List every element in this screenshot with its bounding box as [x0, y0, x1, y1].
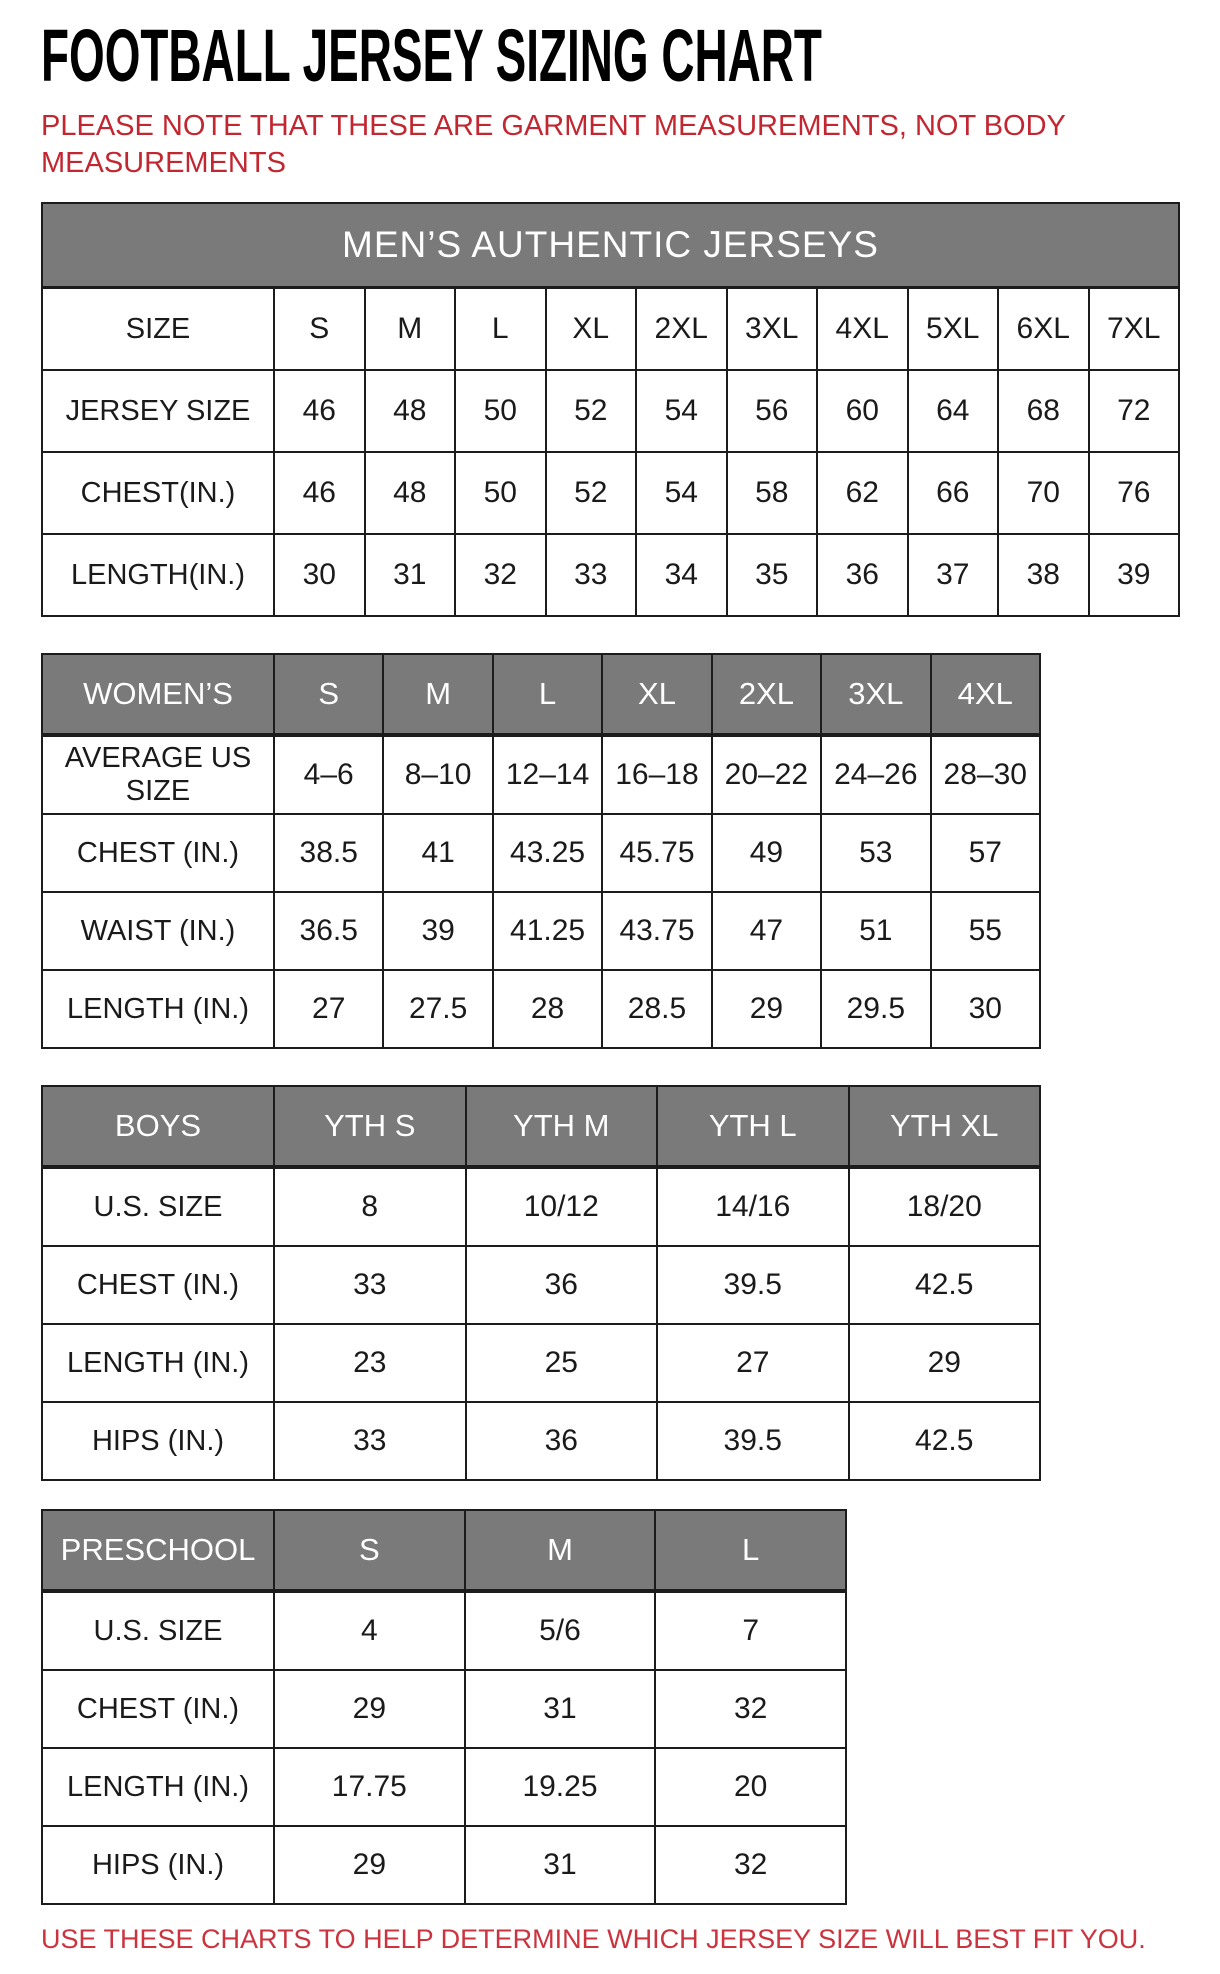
value-cell: 35 [727, 534, 818, 616]
column-header: XL [602, 654, 711, 735]
value-cell: 39.5 [657, 1402, 849, 1480]
value-cell: 72 [1089, 370, 1180, 452]
value-cell: 20 [655, 1748, 846, 1826]
value-cell: 64 [908, 370, 999, 452]
value-cell: 36.5 [274, 892, 383, 970]
value-cell: 41.25 [493, 892, 602, 970]
row-label: LENGTH(IN.) [42, 534, 274, 616]
value-cell: 47 [712, 892, 821, 970]
value-cell: 66 [908, 452, 999, 534]
page-title-text: FOOTBALL JERSEY SIZING CHART [41, 14, 822, 97]
value-cell: 14/16 [657, 1167, 849, 1246]
column-header: YTH S [274, 1086, 466, 1167]
value-cell: 38.5 [274, 814, 383, 892]
value-cell: 25 [466, 1324, 658, 1402]
row-label: AVERAGE US SIZE [42, 735, 274, 814]
value-cell: 48 [365, 370, 456, 452]
value-cell: 50 [455, 370, 546, 452]
column-header: S [274, 1510, 465, 1591]
row-label: U.S. SIZE [42, 1167, 274, 1246]
boys-table-title: BOYS [42, 1086, 274, 1167]
mens-table-header-row [42, 203, 1179, 288]
table-row [42, 1591, 846, 1670]
size-cell: M [365, 288, 456, 371]
value-cell: 32 [455, 534, 546, 616]
row-label: CHEST (IN.) [42, 1246, 274, 1324]
table-row [42, 288, 1179, 371]
value-cell: 51 [821, 892, 930, 970]
value-cell: 31 [465, 1826, 656, 1904]
value-cell: 49 [712, 814, 821, 892]
column-header: 4XL [931, 654, 1040, 735]
table-row [42, 735, 1040, 814]
column-header: M [465, 1510, 656, 1591]
value-cell: 39 [1089, 534, 1180, 616]
value-cell: 18/20 [849, 1167, 1041, 1246]
boys-table [41, 1085, 1041, 1481]
table-row [42, 814, 1040, 892]
mens-table-title: MEN’S AUTHENTIC JERSEYS [42, 203, 1179, 288]
value-cell: 28 [493, 970, 602, 1048]
table-row [42, 1246, 1040, 1324]
value-cell: 20–22 [712, 735, 821, 814]
value-cell: 30 [931, 970, 1040, 1048]
value-cell: 55 [931, 892, 1040, 970]
value-cell: 48 [365, 452, 456, 534]
column-header: S [274, 654, 383, 735]
value-cell: 38 [998, 534, 1089, 616]
value-cell: 54 [636, 452, 727, 534]
table-row [42, 1402, 1040, 1480]
size-cell: L [455, 288, 546, 371]
value-cell: 4 [274, 1591, 465, 1670]
column-header: 2XL [712, 654, 821, 735]
value-cell: 32 [655, 1826, 846, 1904]
value-cell: 60 [817, 370, 908, 452]
value-cell: 31 [365, 534, 456, 616]
value-cell: 27 [657, 1324, 849, 1402]
value-cell: 57 [931, 814, 1040, 892]
footer-note-text: USE THESE CHARTS TO HELP DETERMINE WHICH JERSEY SIZE WILL BEST FIT YOU. [41, 1924, 1146, 1954]
value-cell: 46 [274, 370, 365, 452]
value-cell: 43.25 [493, 814, 602, 892]
table-row [42, 1167, 1040, 1246]
size-cell: 2XL [636, 288, 727, 371]
value-cell: 58 [727, 452, 818, 534]
table-row [42, 970, 1040, 1048]
size-cell: 5XL [908, 288, 999, 371]
value-cell: 45.75 [602, 814, 711, 892]
column-header: M [383, 654, 492, 735]
value-cell: 30 [274, 534, 365, 616]
womens-table [41, 653, 1041, 1049]
value-cell: 56 [727, 370, 818, 452]
table-row [42, 452, 1179, 534]
value-cell: 29 [712, 970, 821, 1048]
column-header: YTH M [466, 1086, 658, 1167]
value-cell: 43.75 [602, 892, 711, 970]
table-row [42, 534, 1179, 616]
value-cell: 4–6 [274, 735, 383, 814]
value-cell: 33 [274, 1402, 466, 1480]
value-cell: 27.5 [383, 970, 492, 1048]
value-cell: 8–10 [383, 735, 492, 814]
value-cell: 68 [998, 370, 1089, 452]
value-cell: 33 [546, 534, 637, 616]
value-cell: 36 [817, 534, 908, 616]
value-cell: 29 [274, 1670, 465, 1748]
value-cell: 16–18 [602, 735, 711, 814]
size-cell: 3XL [727, 288, 818, 371]
table-row [42, 1748, 846, 1826]
mens-table [41, 202, 1180, 617]
row-label: LENGTH (IN.) [42, 1324, 274, 1402]
row-label: CHEST(IN.) [42, 452, 274, 534]
value-cell: 36 [466, 1402, 658, 1480]
row-label: JERSEY SIZE [42, 370, 274, 452]
row-label: HIPS (IN.) [42, 1826, 274, 1904]
size-cell: XL [546, 288, 637, 371]
column-header: YTH L [657, 1086, 849, 1167]
preschool-table-header-row [42, 1510, 846, 1591]
column-header: L [655, 1510, 846, 1591]
value-cell: 52 [546, 452, 637, 534]
value-cell: 28.5 [602, 970, 711, 1048]
preschool-table [41, 1509, 847, 1905]
value-cell: 12–14 [493, 735, 602, 814]
value-cell: 34 [636, 534, 727, 616]
value-cell: 5/6 [465, 1591, 656, 1670]
value-cell: 52 [546, 370, 637, 452]
value-cell: 8 [274, 1167, 466, 1246]
value-cell: 10/12 [466, 1167, 658, 1246]
value-cell: 29 [849, 1324, 1041, 1402]
value-cell: 28–30 [931, 735, 1040, 814]
row-label: CHEST (IN.) [42, 814, 274, 892]
value-cell: 23 [274, 1324, 466, 1402]
value-cell: 36 [466, 1246, 658, 1324]
value-cell: 50 [455, 452, 546, 534]
value-cell: 39 [383, 892, 492, 970]
value-cell: 24–26 [821, 735, 930, 814]
value-cell: 54 [636, 370, 727, 452]
value-cell: 37 [908, 534, 999, 616]
table-row [42, 892, 1040, 970]
size-cell: 4XL [817, 288, 908, 371]
value-cell: 62 [817, 452, 908, 534]
value-cell: 29 [274, 1826, 465, 1904]
row-label: CHEST (IN.) [42, 1670, 274, 1748]
garment-note-text: PLEASE NOTE THAT THESE ARE GARMENT MEASUREMENTS, NOT BODY MEASUREMENTS [41, 110, 1066, 179]
value-cell: 31 [465, 1670, 656, 1748]
value-cell: 32 [655, 1670, 846, 1748]
womens-table-title: WOMEN’S [42, 654, 274, 735]
value-cell: 27 [274, 970, 383, 1048]
table-row [42, 1826, 846, 1904]
value-cell: 46 [274, 452, 365, 534]
value-cell: 17.75 [274, 1748, 465, 1826]
row-label: LENGTH (IN.) [42, 970, 274, 1048]
row-label: SIZE [42, 288, 274, 371]
size-cell: S [274, 288, 365, 371]
value-cell: 29.5 [821, 970, 930, 1048]
value-cell: 7 [655, 1591, 846, 1670]
value-cell: 42.5 [849, 1246, 1041, 1324]
value-cell: 19.25 [465, 1748, 656, 1826]
column-header: L [493, 654, 602, 735]
value-cell: 42.5 [849, 1402, 1041, 1480]
row-label: LENGTH (IN.) [42, 1748, 274, 1826]
row-label: WAIST (IN.) [42, 892, 274, 970]
table-row [42, 1670, 846, 1748]
value-cell: 53 [821, 814, 930, 892]
boys-table-header-row [42, 1086, 1040, 1167]
size-cell: 7XL [1089, 288, 1180, 371]
column-header: 3XL [821, 654, 930, 735]
value-cell: 33 [274, 1246, 466, 1324]
value-cell: 70 [998, 452, 1089, 534]
column-header: YTH XL [849, 1086, 1041, 1167]
page-title [41, 14, 1180, 97]
table-row [42, 1324, 1040, 1402]
size-cell: 6XL [998, 288, 1089, 371]
preschool-table-title: PRESCHOOL [42, 1510, 274, 1591]
value-cell: 39.5 [657, 1246, 849, 1324]
row-label: HIPS (IN.) [42, 1402, 274, 1480]
value-cell: 76 [1089, 452, 1180, 534]
value-cell: 41 [383, 814, 492, 892]
womens-table-header-row [42, 654, 1040, 735]
table-row [42, 370, 1179, 452]
row-label: U.S. SIZE [42, 1591, 274, 1670]
